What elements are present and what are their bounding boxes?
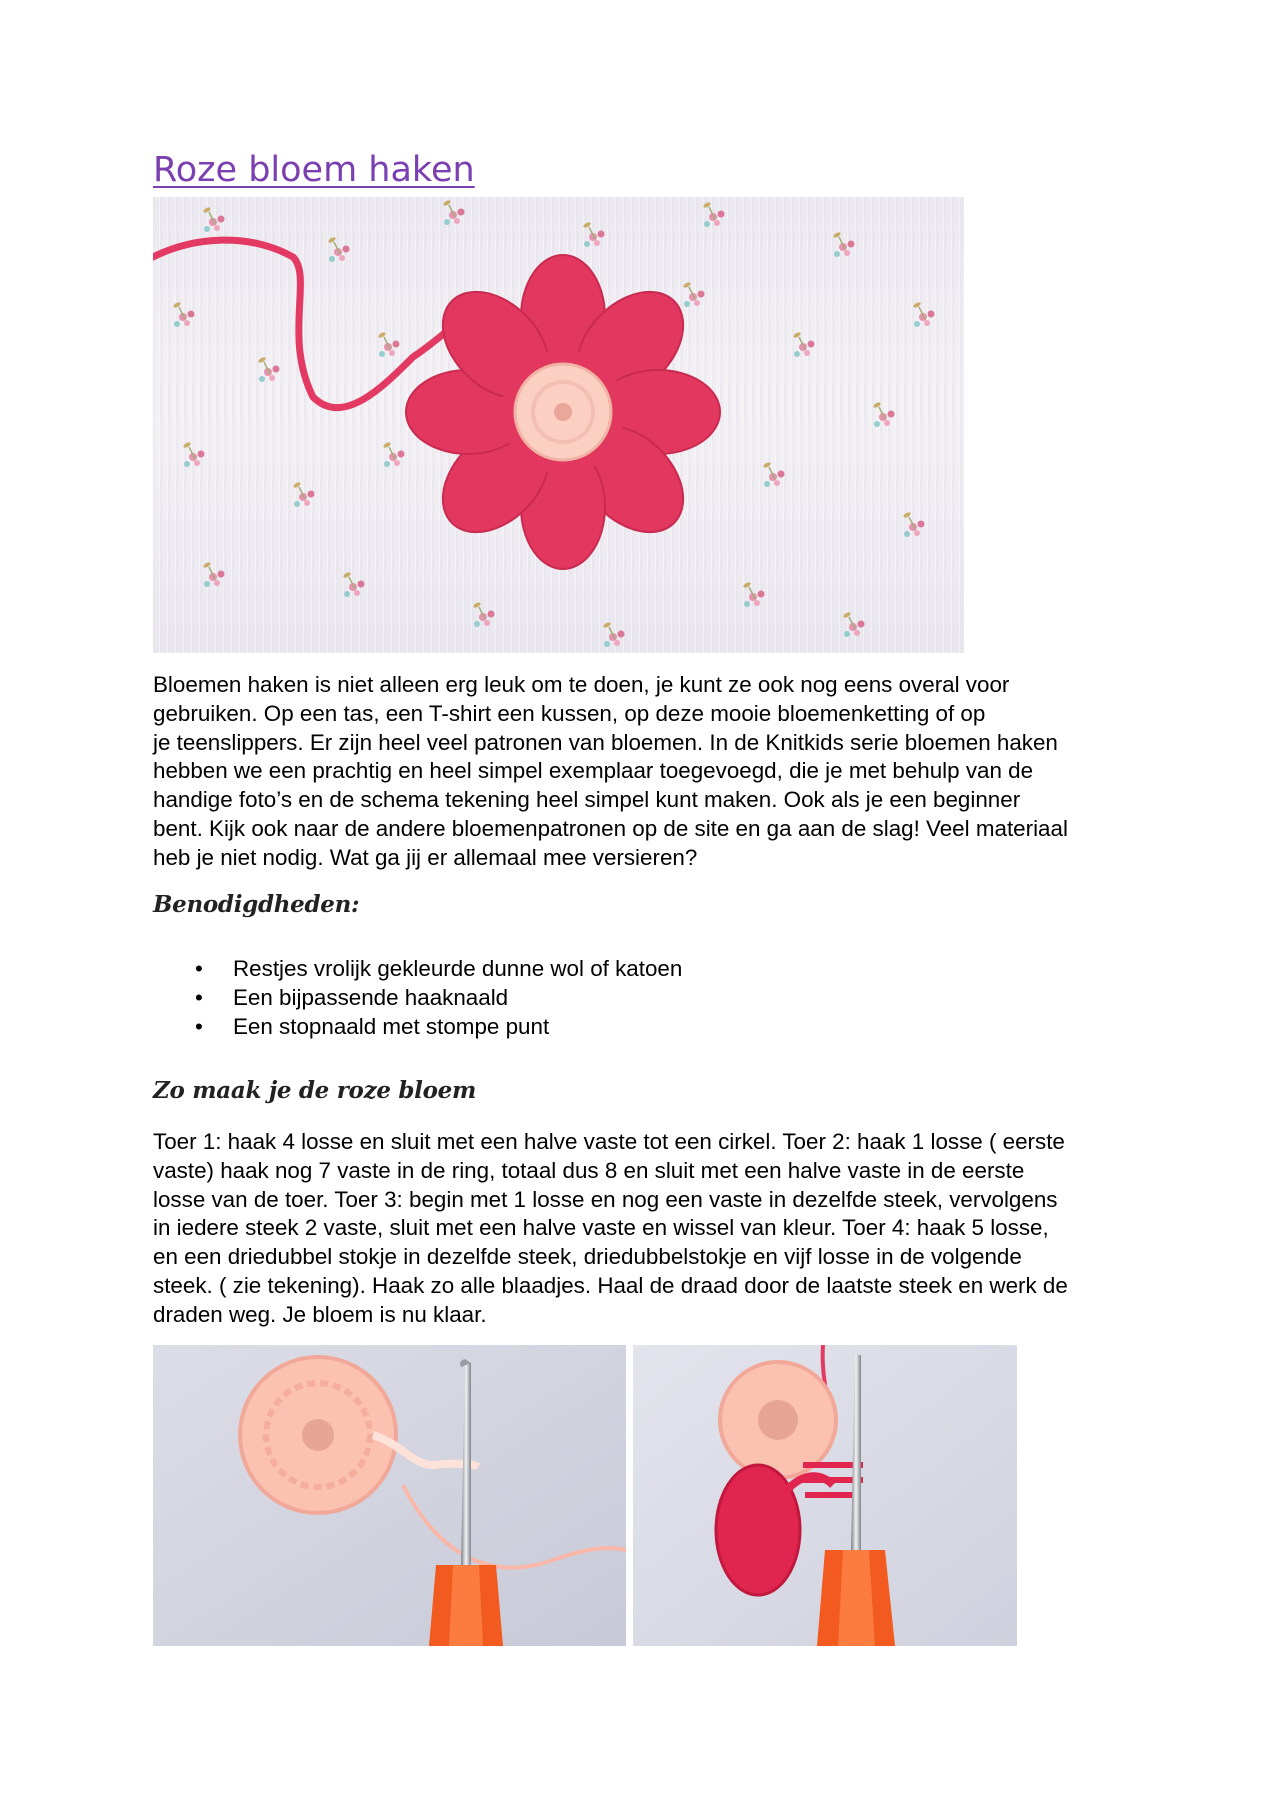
list-item: • Een bijpassende haaknaald <box>195 985 509 1010</box>
intro-paragraph: Bloemen haken is niet alleen erg leuk om te doen, je kunt ze ook nog eens overal voor gebruiken. Op een tas, een T-shirt een kussen, op deze mooie bloemenketting of op je teenslippers. Er zijn heel veel patronen van bloemen. In de Knitkids serie bloemen haken hebben we een prachtig en heel simpel exemplaar toegevoegd, die je met behulp van de handige foto’s en de schema tekening heel simpel kunt maken. Ook als je een beginner bent. Kijk ook naar de andere bloemenpatronen op de site en ga aan de slag! Veel materiaal heb je niet nodig. Wat ga jij er allemaal mee versieren? <box>153 672 1068 870</box>
list-item: • Restjes vrolijk gekleurde dunne wol of katoen <box>195 956 683 981</box>
list-item: • Een stopnaald met stompe punt <box>195 1014 550 1039</box>
hero-photo-crochet-flower <box>153 197 964 653</box>
page-title[interactable]: Roze bloem haken <box>153 150 475 190</box>
instructions-paragraph: Toer 1: haak 4 losse en sluit met een halve vaste tot een cirkel. Toer 2: haak 1 losse ( eerste vaste) haak nog 7 vaste in de ring, totaal dus 8 en sluit met een halve vaste in de eerste losse van de toer. Toer 3: begin met 1 losse en nog een vaste in dezelfde steek, vervolgens in iedere steek 2 vaste, sluit met een halve vaste en wissel van kleur. Toer 4: haak 5 losse, en een driedubbel stokje in dezelfde steek, driedubbelstokje en vijf losse in de volgende steek. ( zie tekening). Haak zo alle blaadjes. Haal de draad door de laatste steek en werk de draden weg. Je bloem is nu klaar. <box>153 1129 1068 1327</box>
materials-heading: Benodigdheden: <box>153 891 360 918</box>
step-photo-ring <box>153 1345 626 1646</box>
bullet-icon: • <box>195 985 203 1010</box>
instructions-heading: Zo maak je de roze bloem <box>153 1077 476 1104</box>
bullet-icon: • <box>195 1014 203 1039</box>
bullet-icon: • <box>195 956 203 981</box>
step-photo-petal <box>633 1345 1017 1646</box>
materials-list <box>153 954 682 1041</box>
